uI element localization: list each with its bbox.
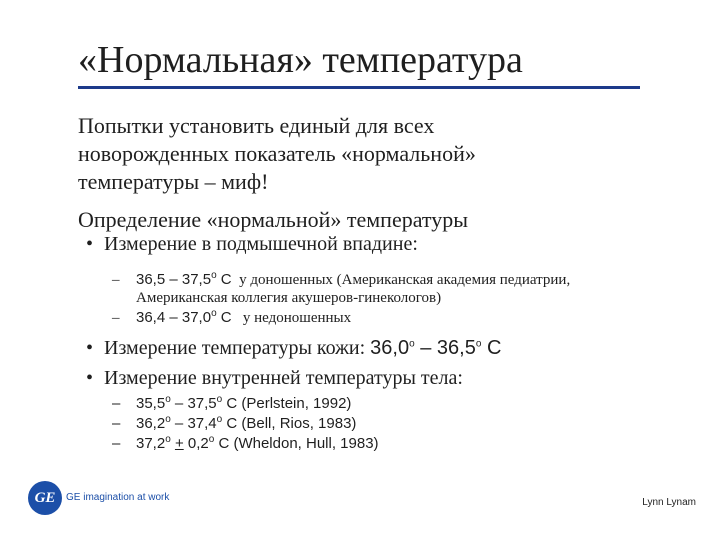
ge-tagline: GE imagination at work [66, 492, 170, 503]
degree-sign: o [208, 434, 215, 445]
degree-sign: o [211, 270, 217, 281]
ge-logo: GE [28, 481, 62, 515]
author-name: Lynn Lynam [642, 497, 696, 508]
title-underline [78, 86, 640, 89]
preterm-range: 36,4 – 37,0 [136, 309, 212, 326]
sub-perlstein [112, 394, 351, 414]
bullet-core-text: Измерение внутренней температуры тела: [104, 367, 463, 389]
intro-line-3: температуры – миф! [78, 169, 269, 194]
bullet-core [86, 366, 463, 390]
bullet-dot: • [86, 337, 94, 359]
degree-sign: o [211, 308, 217, 319]
perlstein-from: 35,5 [136, 395, 166, 412]
intro-line-2: новорожденных показатель «нормальной» [78, 141, 476, 166]
wheldon-ref: C (Wheldon, Hull, 1983) [214, 435, 379, 452]
sub-dash: – [112, 415, 121, 432]
degree-sign: o [475, 338, 482, 350]
perlstein-ref: C (Perlstein, 1992) [222, 395, 352, 412]
sub-term-range [112, 270, 570, 290]
unit-c: С [481, 337, 502, 359]
term-range: 36,5 – 37,5 [136, 271, 212, 288]
sub-dash: – [112, 435, 121, 452]
bullet-axillary [86, 232, 418, 256]
wheldon-tolerance: 0,2 [183, 435, 209, 452]
bullet-skin [86, 336, 501, 360]
sub-dash: – [112, 395, 121, 412]
degree-sign: o [165, 394, 171, 405]
sub-dash: – [112, 310, 120, 326]
definition-heading: Определение «нормальной» температуры [78, 207, 469, 232]
degree-sign: o [165, 434, 171, 445]
sub-preterm-range [112, 308, 351, 328]
bell-ref: C (Bell, Rios, 1983) [222, 415, 357, 432]
bullet-dot: • [86, 367, 94, 389]
degree-sign: o [216, 394, 223, 405]
bullet-dot: • [86, 233, 94, 255]
degree-sign: o [409, 338, 415, 350]
bell-to: – 37,4 [170, 415, 217, 432]
intro-line-1: Попытки установить единый для всех [78, 113, 435, 138]
intro-paragraph [78, 112, 476, 196]
degree-sign: o [216, 414, 223, 425]
sub-bell-rios [112, 414, 356, 434]
skin-to: – 36,5 [414, 337, 476, 359]
term-note-line-1: у доношенных (Американская академия педиатрии, [239, 272, 571, 288]
skin-from: 36,0 [370, 337, 410, 359]
sub-wheldon-hull [112, 434, 379, 454]
unit-c: С [216, 309, 232, 326]
bell-from: 36,2 [136, 415, 166, 432]
preterm-note: у недоношенных [242, 310, 352, 326]
unit-c: С [216, 271, 232, 288]
bullet-axillary-text: Измерение в подмышечной впадине: [104, 233, 418, 255]
degree-sign: o [165, 414, 171, 425]
perlstein-to: – 37,5 [170, 395, 217, 412]
wheldon-value: 37,2 [136, 435, 166, 452]
bullet-skin-text: Измерение температуры кожи: [104, 337, 371, 359]
plus-minus-sign: + [174, 435, 184, 452]
slide-title: «Нормальная» температура [78, 39, 523, 81]
sub-dash: – [112, 272, 120, 288]
term-note-line-2: Американская коллегия акушеров-гинекологов) [136, 290, 442, 306]
